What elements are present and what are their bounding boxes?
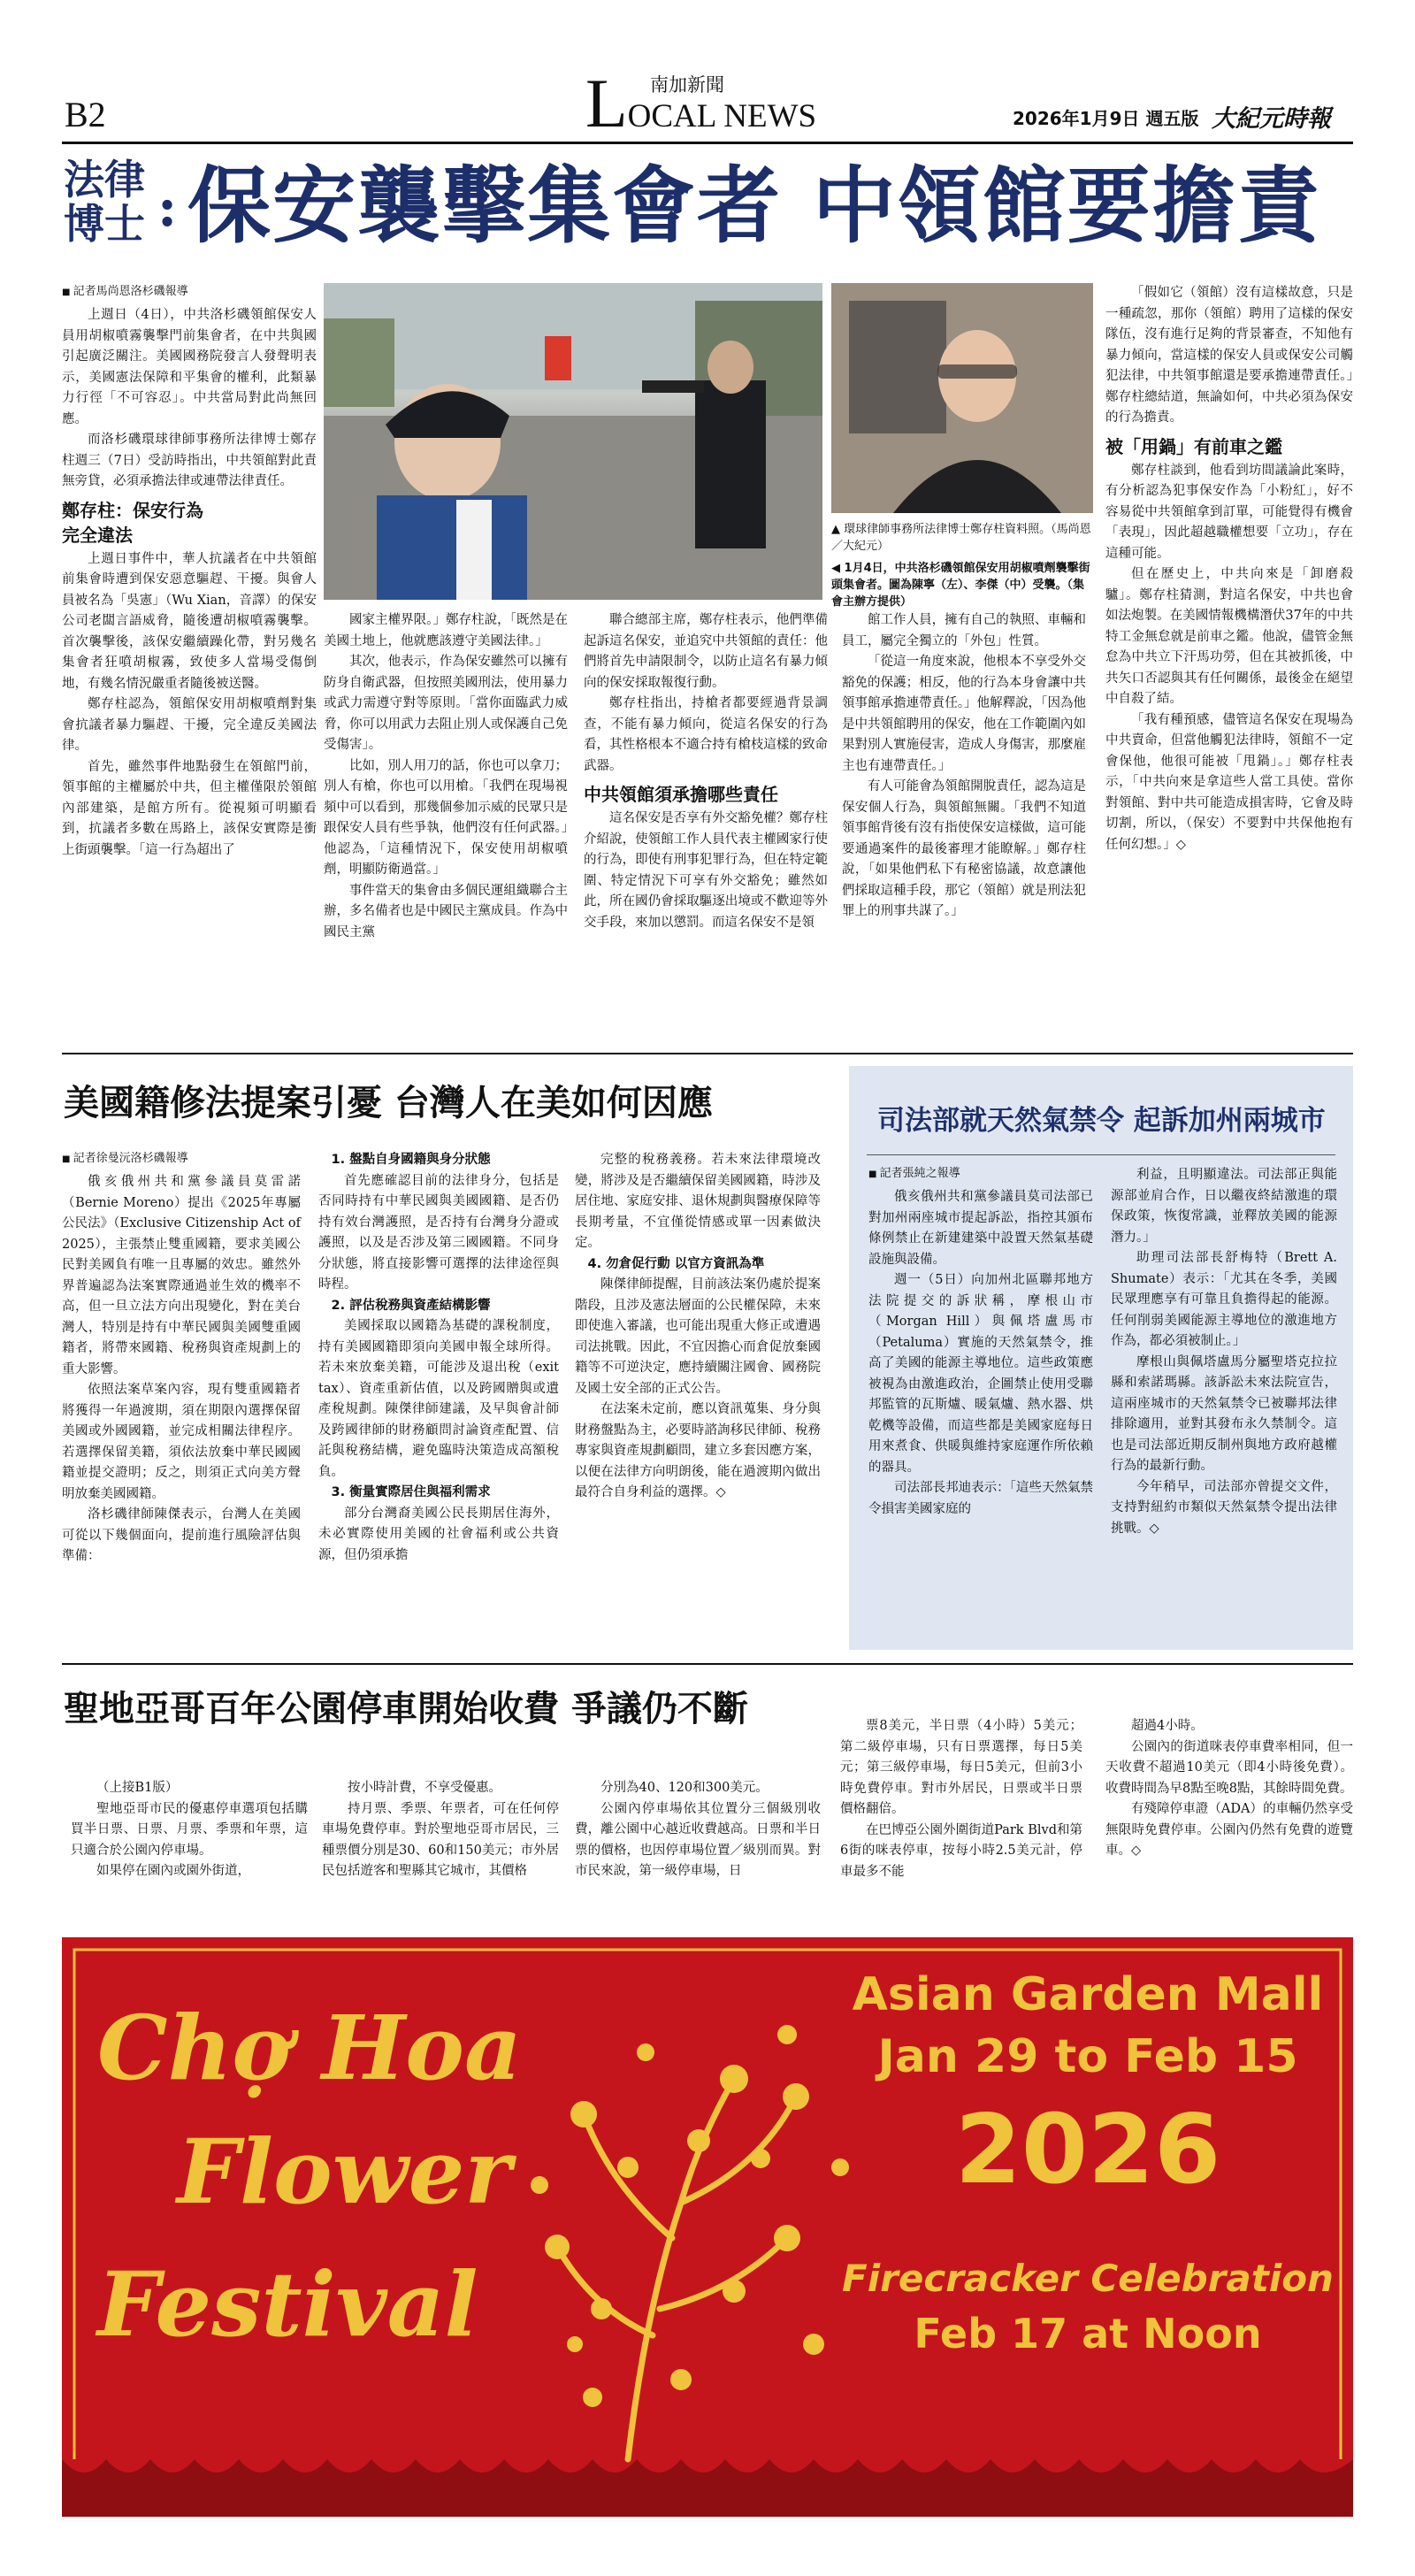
article3-rule [867, 1154, 1335, 1155]
article2-paragraph: 首先應確認目前的法律身分，包括是否同時持有中華民國與美國國籍、是否仍持有效台灣護照，是否持有台灣身分證或護照，以及是否涉及第三國國籍。不同身分狀態，將直接影響可選擇的法律途徑與時程。 [318, 1173, 559, 1292]
article2-column-3 [575, 1150, 821, 1504]
article3-column-2 [1111, 1165, 1337, 1539]
article2-column-1 [62, 1150, 301, 1568]
lead-paragraph: 而洛杉磯環球律師事務所法律博士鄭存柱週三（7日）受訪時指出，中共領館對此責無旁貸，必須承擔法律或連帶法律責任。 [62, 433, 317, 488]
article2-paragraph: 美國採取以國籍為基礎的課稅制度，持有美國國籍即須向美國申報全球所得。若未來放棄美籍，可能涉及退出稅（exit tax）、資產重新估值，以及跨國贈與或遺產稅規劃。陳傑律師建議，及早與會計師及跨國律師的財務顧問討論資產配置、信託與稅務結構，避免臨時決策造成高額稅負。 [318, 1319, 559, 1479]
lead-kicker-line2: 博士 [64, 200, 145, 248]
ad-event: Firecracker Celebration [842, 2257, 1334, 2300]
article3-column-1 [868, 1165, 1093, 1520]
paper-name: 大紀元時報 [1212, 105, 1331, 133]
article2-byline: ■ 記者徐曼沅洛杉磯報導 [62, 1150, 301, 1169]
lead-paragraph: 比如，別人用刀的話，你也可以拿刀；別人有槍，你也可以用槍。「我們在現場視頻中可以看到，那幾個參加示威的民眾只是跟保安人員有些爭執，他們沒有任何武器。」他認為，「這種情況下，保安使用胡椒噴劑，明顯防衛過當。」 [324, 758, 568, 877]
lead-paragraph: 有人可能會為領館開脫責任，認為這是保安個人行為，與領館無關。「我們不知道領事館背後有沒有指使保安這樣做，這可能要通過案件的最後審理才能瞭解。」鄭存柱說，「如果他們私下有秘密協議，故意讓他們採取這種手段，那它（領館）就是刑法犯罪上的刑事共謀了。」 [842, 779, 1086, 918]
lead-subhead-2: 中共領館須承擔哪些責任 [584, 784, 778, 805]
article2-headline: 美國籍修法提案引憂 台灣人在美如何因應 [64, 1083, 713, 1123]
article3-headline: 司法部就天然氣禁令 起訴加州兩城市 [877, 1105, 1326, 1137]
lead-kicker-line1: 法律 [64, 156, 145, 203]
article2-paragraph: 在法案未定前，應以資訊蒐集、身分與財務盤點為主，必要時諮詢移民律師、稅務專家與資產規劃顧問，建立多套因應方案，以便在法律方向明朗後，能在過渡期內做出最符合自身利益的選擇。◇ [575, 1402, 821, 1499]
lead-paragraph: 「從這一角度來說，他根本不享受外交豁免的保護；相反，他的行為本身會讓中共領事館承擔連帶責任。」他解釋說，「因為他是中共領館聘用的保安，他在工作範圍內如果對別人實施侵害，造成人身傷害，那麼雇主也有連帶責任。」 [842, 655, 1086, 773]
lead-subhead-3: 被「用鍋」有前車之鑑 [1105, 435, 1282, 457]
page-number: B2 [65, 95, 106, 134]
article3-byline: ■ 記者張純之報導 [868, 1165, 1093, 1184]
lead-paragraph: 「假如它（領館）沒有這樣故意，只是一種疏忽，那你（領館）聘用了這樣的保安隊伍，沒有進行足夠的背景審查，不知他有暴力傾向，當這樣的保安人員或保安公司觸犯法律，中共領事館還是要承擔連帶責任。」鄭存柱總結道，無論如何，中共必須為保安的行為擔責。 [1105, 286, 1353, 425]
article4-paragraph: 公園內停車場依其位置分三個級別收費，離公園中心越近收費越高。日票和半日票的價格，也因停車場位置／級別而異。對市民來說，第一級停車場，日 [575, 1801, 821, 1878]
article4-paragraph: 如果停在園內或園外街道， [96, 1864, 250, 1878]
issue-date: 2026年1月9日 週五版 [1013, 108, 1199, 129]
lead-column-1 [62, 283, 317, 861]
photo1-caption: ◀ 1月4日，中共洛杉磯領館保安用胡椒噴劑襲擊街頭集會者。圖為陳寧（左）、李傑（中）受襲。（集會主辦方提供） [831, 560, 1093, 610]
article2-paragraph: 完整的稅務義務。若未來法律環境改變，將涉及是否繼續保留美國國籍，時涉及居住地、家庭安排、退休規劃與醫療保障等長期考量，不宜僅從情感或單一因素做決定。 [575, 1153, 821, 1250]
article3-paragraph: 助理司法部長舒梅特（Brett A. Shumate）表示：「尤其在冬季，美國民眾理應享有可靠且負擔得起的能源。任何削弱美國能源主導地位的激進地方作為，都必須被制止。」 [1111, 1251, 1337, 1348]
article4-paragraph: 持月票、季票、年票者，可在任何停車場免費停車。對於聖地亞哥市居民，三種票價分別是30、60和150美元；市外居民包括遊客和聖縣其它城市，其價格 [322, 1801, 559, 1878]
article4-paragraph: 聖地亞哥市民的優惠停車選項包括購買半日票、日票、月票、季票和年票，這只適合於公園內停車場。 [71, 1801, 308, 1858]
article2-paragraph: 洛杉磯律師陳傑表示，台灣人在美國可從以下幾個面向，提前進行風險評估與準備： [62, 1507, 301, 1563]
ad-year: 2026 [954, 2095, 1221, 2205]
article2-item: 1. 盤點自身國籍與身分狀態 [331, 1153, 491, 1167]
lead-paragraph: 但在歷史上，中共向來是「卸磨殺驢」。鄭存柱猜測，對這名保安，中共也會如法炮製。在美國情報機構潛伏37年的中共特工金無怠就是前車之鑑。他說，儘管金無怠為中共立下汗馬功勞，但在其被抓後，中共矢口否認與其有任何關係，最後金在絕望中自殺了結。 [1105, 567, 1353, 706]
lead-paragraph: 鄭存柱指出，持槍者都要經過背景調查，不能有暴力傾向，從這名保安的行為看，其性格根本不適合持有槍枝這樣的致命武器。 [584, 696, 828, 773]
header-rule [62, 142, 1353, 144]
article4-paragraph: 公園內的街道咪表停車費率相同，但一天收費不超過10美元（即4小時後免費）。收費時間為早8點至晚8點，其餘時間免費。 [1105, 1739, 1353, 1796]
article4-paragraph: 按小時計費，不享受優惠。 [348, 1781, 501, 1795]
article2-item: 3. 衡量實際居住與福利需求 [331, 1485, 491, 1499]
article4-column-5 [1105, 1716, 1353, 1862]
article2-column-2 [318, 1150, 559, 1566]
ad-script-title [97, 1990, 628, 2371]
article4-paragraph: 有殘障停車證（ADA）的車輛仍然享受無限時免費停車。公園內仍然有免費的遊覽車。◇ [1105, 1802, 1353, 1858]
flower-festival-ad[interactable] [62, 1937, 1353, 2517]
lead-paragraph: 鄭存柱談到，他看到坊間議論此案時，有分析認為犯事保安作為「小粉紅」，好不容易從中共領館拿到訂單，可能覺得有機會「表現」，因此超越職權想要「立功」，存在這種可能。 [1105, 463, 1353, 561]
article4-paragraph: 票8美元，半日票（4小時）5美元；第二級停車場，只有日票選擇，每日5美元；第三級停車場，每日5美元，但前3小時免費停車。對市外居民，日票或半日票價格翻倍。 [840, 1719, 1082, 1816]
lead-paragraph: 館工作人員，擁有自己的執照、車輛和員工，屬完全獨立的「外包」性質。 [842, 613, 1086, 648]
ad-event-time: Feb 17 at Noon [914, 2310, 1262, 2358]
article2-paragraph: 陳傑律師提醒，目前該法案仍處於提案階段，且涉及憲法層面的公民權保障，未來即使進入審議，也可能出現重大修正或遭遇司法挑戰。因此，不宜因擔心而倉促放棄國籍等不可逆決定，應持續關注國會、國務院及國土安全部的正式公告。 [575, 1277, 821, 1396]
article3-paragraph: 週一（5日）向加州北區聯邦地方法院提交的訴狀稱，摩根山市（Morgan Hill）與佩塔盧馬市（Petaluma）實施的天然氣禁令，推高了美國的能源主導地位。這些政策應被視為由激進政治，企圖禁止使用受聯邦監管的瓦斯爐、暖氣爐、熱水器、烘乾機等設備，而這些都是美國家庭每日用來煮食、供暖與維持家庭運作所依賴的器具。 [868, 1273, 1093, 1475]
section-divider [62, 1053, 1353, 1054]
lead-column-3 [584, 610, 828, 933]
lead-photo-incident [324, 283, 822, 600]
article3-box [849, 1066, 1353, 1650]
ad-venue: Asian Garden Mall [852, 1968, 1324, 2021]
lead-paragraph: 「我有種預感，儘管這名保安在現場為中共賣命，但當他觸犯法律時，領館不一定會保他，他很可能被「甩鍋」。」鄭存柱表示，「中共向來是拿這些人當工具使。當你對領館、對中共可能造成損害時，它會及時切割，所以，（保安）不要對中共保他抱有任何幻想。」◇ [1105, 712, 1353, 852]
lead-kicker [64, 157, 145, 246]
lead-paragraph: 其次，他表示，作為保安雖然可以擁有防身自衛武器，但按照美國刑法，使用暴力或武力需遵守對等原則。「當你面臨武力威脅，你可以用武力去阻止別人或保護自己免受傷害」。 [324, 655, 568, 752]
article2-paragraph: 部分台灣裔美國公民長期居住海外，未必實際使用美國的社會福利或公共資源，但仍須承擔 [318, 1506, 559, 1562]
article4-column-3 [575, 1778, 821, 1882]
lead-paragraph: 國家主權界限。」鄭存柱說，「既然是在美國土地上，他就應該遵守美國法律。」 [324, 613, 568, 648]
lead-headline: 保安襲擊集會者 中領館要擔責 [187, 157, 1322, 255]
article3-paragraph: 司法部長邦迪表示：「這些天然氣禁令損害美國家庭的 [868, 1481, 1093, 1516]
article4-paragraph: 分別為40、120和300美元。 [600, 1781, 769, 1795]
article3-paragraph: 摩根山與佩塔盧馬分屬聖塔克拉拉縣和索諾瑪縣。該訴訟未來法院宣告，這兩座城市的天然氣禁令已被聯邦法律排除適用，並對其發布永久禁制令。這也是司法部近期反制州與地方政府越權行為的最新行動。 [1111, 1354, 1337, 1473]
article2-item: 4. 勿倉促行動 以官方資訊為準 [587, 1256, 765, 1271]
lead-column-4 [842, 610, 1086, 923]
article4-paragraph: （上接B1版） [96, 1781, 179, 1795]
lead-column-2 [324, 610, 568, 943]
incident-scene-illustration [324, 283, 822, 600]
ad-dates: Jan 29 to Feb 15 [877, 2030, 1298, 2083]
ad-script-line1: Chợ Hoa [97, 1996, 522, 2100]
lead-paragraph: 上週日（4日），中共洛杉磯領館保安人員用胡椒噴霧襲擊門前集會者，在中共與國引起廣泛關注。美國國務院發言人發聲明表示，美國憲法保障和平集會的權利，此類暴力行徑「不可容忍」。中共當局對此尚無回應。 [62, 308, 317, 426]
lawyer-photo-illustration [831, 283, 1093, 513]
lead-photo-captions [831, 516, 1093, 616]
article3-paragraph: 俄亥俄州共和黨參議員莫司法部已對加州兩座城市提起訴訟，指控其頒布條例禁止在新建建築中設置天然氣基礎設施與設備。 [868, 1190, 1093, 1267]
ad-details [840, 1964, 1335, 2362]
ad-script-line3: Festival [97, 2252, 478, 2357]
section-title-en-rest: OCAL NEWS [627, 98, 817, 134]
lead-paragraph: 上週日事件中，華人抗議者在中共領館前集會時遭到保安惡意驅趕、干擾。與會人員被名為「吳憲」（Wu Xian，音譯）的保安公司老闆言語威脅，隨後遭胡椒噴霧襲擊。首次襲擊後，該保安繼續躁化帶，對另幾名集會者狂噴胡椒霧，致使多人當場受傷倒地，有幾名情況嚴重者隨後被送醫。 [62, 551, 317, 691]
article2-item: 2. 評估稅務與資產結構影響 [331, 1298, 491, 1313]
lead-column-5 [1105, 283, 1353, 855]
article4-column-1 [71, 1778, 308, 1882]
section-divider [62, 1663, 1353, 1665]
article4-column-4 [840, 1716, 1082, 1882]
article4-paragraph: 在巴博亞公園外圍街道Park Blvd和第6街的咪表停車，按每小時2.5美元計，停車最多不能 [840, 1822, 1082, 1879]
photo2-caption: ▲ 環球律師事務所法律博士鄭存柱資料照。（馬尚恩／大紀元） [831, 521, 1093, 555]
article4-paragraph: 超過4小時。 [1131, 1719, 1204, 1733]
section-title-cn: 南加新聞 [650, 74, 724, 96]
lead-subhead-1: 鄭存柱：保安行為完全違法 [62, 499, 203, 546]
section-title-en [585, 65, 817, 142]
lead-paragraph: 聯合總部主席，鄭存柱表示，他們準備起訴這名保安，並追究中共領館的責任：他們將首先申請限制令，以防止這名有暴力傾向的保安採取報復行動。 [584, 613, 828, 690]
ad-script-line2: Flower [177, 2120, 512, 2224]
article4-headline: 聖地亞哥百年公園停車開始收費 爭議仍不斷 [64, 1689, 748, 1729]
article4-column-2 [322, 1778, 559, 1882]
lead-paragraph: 事件當天的集會由多個民運組織聯合主辦，多名備者也是中國民主黨成員。作為中國民主黨 [324, 883, 568, 939]
article3-paragraph: 今年稍早，司法部亦曾提交文件，支持對紐約市類似天然氣禁令提出法律挑戰。◇ [1111, 1479, 1337, 1536]
photo-left-caption-block [831, 283, 1093, 513]
lead-byline: ■ 記者馬尚恩洛杉磯報導 [62, 283, 317, 302]
lead-paragraph: 這名保安是否享有外交豁免權？鄭存柱介紹說，使領館工作人員代表主權國家行使的行為，即使有刑事犯罪行為，但在特定範圍、特定情況下可享有外交豁免；雖然如此，所在國仍會採取驅逐出境或不歡迎等外交手段，來加以懲罰。而這名保安不是領 [584, 811, 828, 930]
lead-kicker-colon: : [157, 177, 178, 239]
lead-paragraph: 鄭存柱認為，領館保安用胡椒噴劑對集會抗議者暴力驅趕、干擾，完全違反美國法律。 [62, 697, 317, 753]
section-title-en-initial: L [585, 65, 628, 142]
lead-paragraph: 首先，雖然事件地點發生在領館門前，領事館的主權屬於中共，但主權僅限於領館內部建築，是館方所有。從視頻可明顯看到，抗議者多數在馬路上，該保安實際是衝上街頭襲擊。「這一行為超出了 [62, 759, 317, 857]
article3-paragraph: 利益，且明顯違法。司法部正與能源部並肩合作，日以繼夜終結激進的環保政策，恢復常識，並釋放美國的能源潛力。」 [1111, 1168, 1337, 1245]
article2-paragraph: 依照法案草案內容，現有雙重國籍者將獲得一年過渡期，須在期限內選擇保留美國或外國國籍，並完成相關法律程序。若選擇保留美籍，須依法放棄中華民國國籍並提交證明；反之，則須正式向美方聲明放棄美國國籍。 [62, 1383, 301, 1501]
article2-paragraph: 俄亥俄州共和黨參議員莫雷諾（Bernie Moreno）提出《2025年專屬公民法》（Exclusive Citizenship Act of 2025），主張禁止雙重國籍，要求美國公民對美國負有唯一且專屬的效忠。雖然外界普遍認為法案實際通過並生效的機率不高，但一旦立法方向出現變化，對在美台灣人，特別是持有中華民國與美國雙重國籍者，將帶來國籍、稅務與資產規劃上的重大影響。 [62, 1175, 301, 1376]
